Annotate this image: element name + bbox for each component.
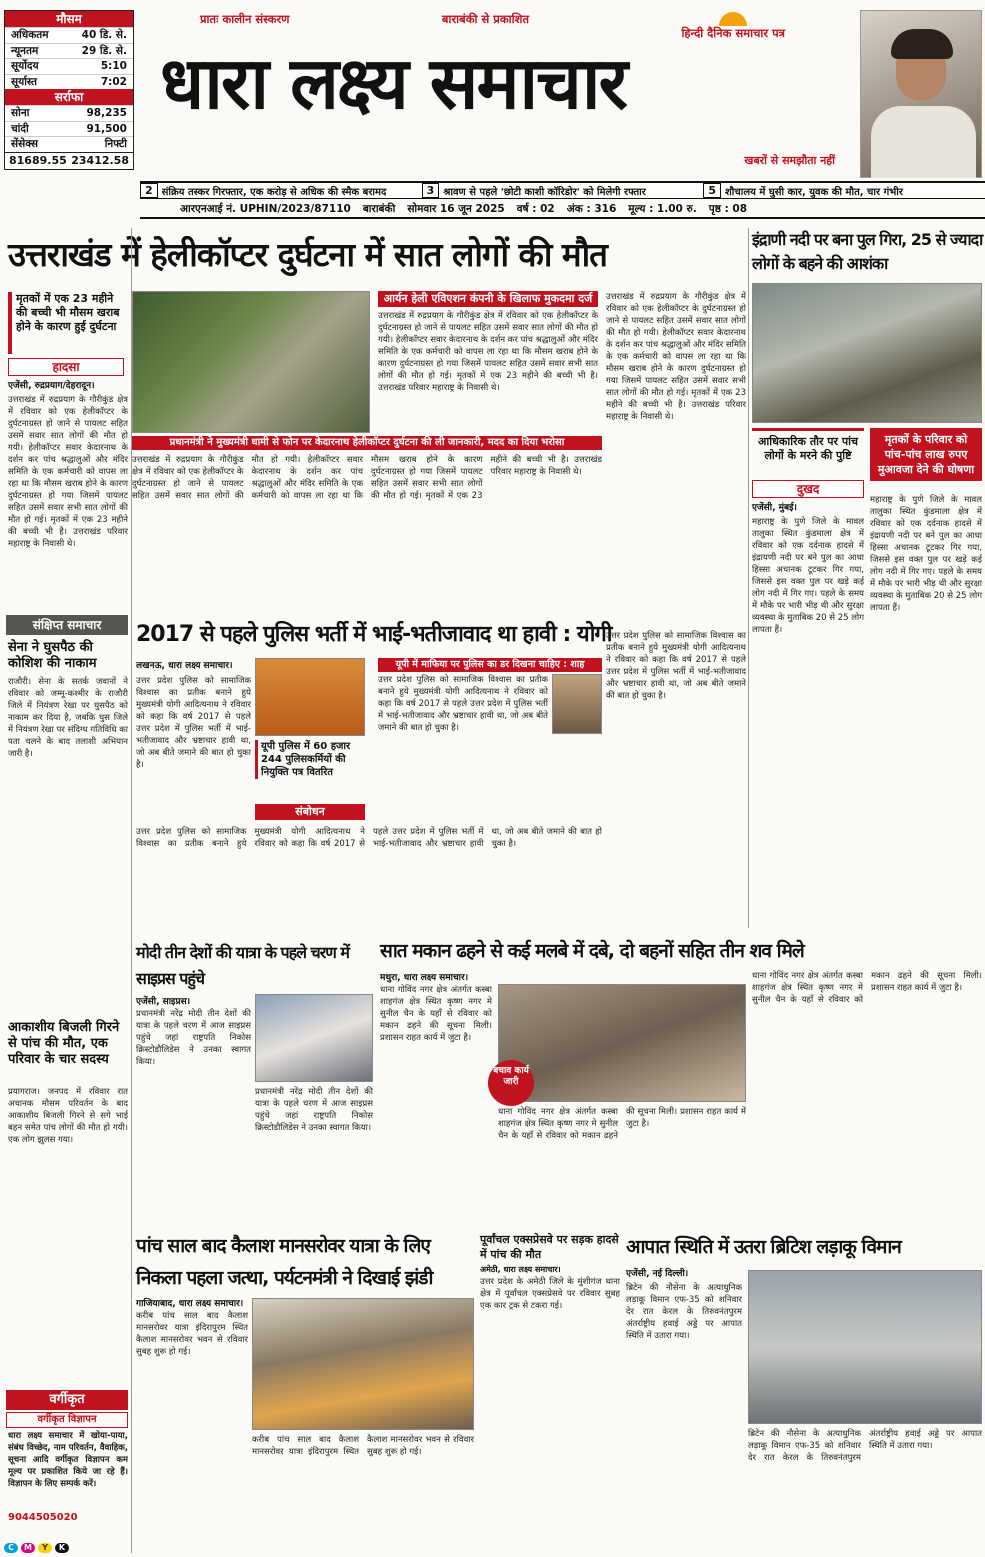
modi-photo — [255, 994, 373, 1082]
weather-head: मौसम — [5, 11, 133, 27]
lead-body-col3: उत्तराखंड में रुद्रप्रयाग के गौरीकुंड क्षेत्र में रविवार को एक हेलीकॉप्टर के दुर्घटनाग्रस्त हो जाने से पायलट सहित उसमें सवार सात लोगों की मौत हो गयी। हेलीकॉप्टर सवार केदारनाथ के दर्शन कर पांच श्रद्धालुओं और मंदिर समिति के एक कर्मचारी को वापस ला रहा था कि मौसम खराब होने के कारण दुर्घटनाग्रस्त हो गया जिसमें पायलट सहित उसमें सवार सभी सात लोगों की मौत हो गई। मृतकों में एक 23 महीने की बच्ची भी है। उत्तराखंड परिवार महाराष्ट्र के निवासी थे। — [606, 292, 746, 422]
kailash-dateline: गाजियाबाद, धारा लक्ष्य समाचार। — [136, 1299, 244, 1309]
masthead — [140, 8, 845, 178]
bridge-side-box: मृतकों के परिवार को पांच-पांच लाख रुपए मुआवजा देने की घोषणा — [870, 428, 982, 481]
slogan: खबरों से समझौता नहीं — [744, 154, 835, 167]
crash-photo — [132, 291, 370, 433]
issue-year: वर्ष : 02 — [516, 203, 555, 215]
jet-headline: आपात स्थिति में उतरा ब्रिटिश लड़ाकू विमान — [626, 1236, 901, 1258]
rescue-badge: बचाव कार्य जारी — [488, 1060, 534, 1106]
yogi-headline: 2017 से पहले पुलिस भर्ती में भाई-भतीजावाद था हावी : योगी — [136, 622, 612, 647]
lead-sub2: प्रधानमंत्री ने मुख्यमंत्री धामी से फोन पर केदारनाथ हेलीकॉप्टर दुर्घटना की ली जानकारी, मदद का दिया भरोसा — [132, 436, 602, 450]
brief-head: संक्षिप्त समाचार — [6, 615, 128, 635]
lead-label: हादसा — [8, 358, 124, 376]
cmyk-m: M — [21, 1543, 35, 1553]
yogi-sub: यूपी में माफिया पर पुलिस का डर दिखना चाहिए : शाह — [378, 658, 602, 672]
classified-sub: वर्गीकृत विज्ञापन — [6, 1412, 128, 1428]
modi-headline: मोदी तीन देशों की यात्रा के पहले चरण में साइप्रस पहुंचे — [136, 943, 349, 988]
lead-body-col4: उत्तराखंड में रुद्रप्रयाग के गौरीकुंड क्षेत्र में रविवार को एक हेलीकॉप्टर के दुर्घटनाग्रस्त हो जाने से पायलट सहित उसमें सवार सात लोगों की मौत हो गयी। हेलीकॉप्टर सवार केदारनाथ के दर्शन कर पांच श्रद्धालुओं और मंदिर समिति के एक कर्मचारी को वापस ला रहा था कि मौसम खराब होने के कारण दुर्घटनाग्रस्त हो गया जिसमें पायलट सहित उसमें सवार सभी सात लोगों की मौत हो गई। मृतकों में एक 23 महीने की बच्ची भी है। उत्तराखंड परिवार महाराष्ट्र के निवासी थे। — [132, 455, 602, 501]
rni-number: आरएनआई नं. UPHIN/2023/87110 — [180, 203, 351, 215]
published-label: बाराबंकी से प्रकाशित — [441, 12, 530, 26]
bridge-body-col2: महाराष्ट्र के पुणे जिले के मावल तालुका स्थित कुंडमाला क्षेत्र में रविवार को एक दर्दनाक हादसे में इंद्रायणी नदी पर बने पुल का आधा हिस्सा अचानक टूटकर गिर गया, जिससे इस वक्त पुल पर खड़े कई लोग नदी में गिर गए। पहले के समय में मौके पर भारी भीड़ थी और सुरक्षा व्यवस्था के मुताबिक 20 से 25 लोग लापता हैं। — [870, 495, 982, 613]
edition-label: प्रातः कालीन संस्करण — [200, 12, 290, 26]
lightning-headline: आकाशीय बिजली गिरने से पांच की मौत, एक परिवार के चार सदस्य — [8, 1020, 120, 1067]
market-labels: सेंसेक्स निफ्टी — [5, 136, 133, 152]
yogi-dateline: लखनऊ, धारा लक्ष्य समाचार। — [136, 661, 233, 671]
kailash-headline: पांच साल बाद कैलाश मानसरोवर यात्रा के लिए निकला पहला जत्था, पर्यटनमंत्री ने दिखाई झंडी — [136, 1235, 433, 1289]
teaser-link[interactable]: संक्रिय तस्कर गिरफ्तार, एक करोड़ से अधिक की स्मैक बरामद — [161, 186, 387, 198]
weather-row: सूर्योदय 5:10 — [5, 58, 133, 74]
lightning-body: प्रयागराज। जनपद में रविवार रात अचानक मौसम परिवर्तन के बाद आकाशीय बिजली गिरने से सगे भाई बहन समेत पांच लोगों की मौत हो गयी। एक लोग झुलस गया। — [8, 1087, 128, 1145]
sun-icon — [719, 12, 747, 26]
issue-date: सोमवार 16 जून 2025 — [407, 203, 505, 215]
lead-pull-quote: मृतकों में एक 23 महीने की बच्ची भी मौसम खराब होने के कारण हुई दुर्घटना — [8, 292, 124, 354]
classified-body: धारा लक्ष्य समाचार में खोया-पाया, संबंध विच्छेद, नाम परिवर्तन, वैवाहिक, सूचना आदि वर्गीकृत विज्ञापन कम मूल्य पर प्रकाशित किये जा रहे हैं। विज्ञापन के लिए सम्पर्क करें। — [8, 1431, 128, 1489]
modi-dateline: एजेंसी, साइप्रस। — [136, 997, 191, 1007]
weather-row: अधिकतम 40 डि. से. — [5, 27, 133, 43]
yogi-photo — [255, 658, 365, 736]
issue-city: बाराबंकी — [362, 203, 396, 215]
issue-line — [140, 201, 985, 219]
jet-photo — [748, 1270, 982, 1424]
weather-row: सूर्यास्त 7:02 — [5, 74, 133, 90]
paper-tag: हिन्दी दैनिक समाचार पत्र — [681, 26, 785, 40]
issue-pages: पृष्ठ : 08 — [708, 203, 748, 215]
modi-body-col2: प्रधानमंत्री नरेंद्र मोदी तीन देशों की यात्रा के पहले चरण में आज साइप्रस पहुंचे जहां राष्ट्रपति निकोस क्रिस्टोडौलिडेस ने उनका स्वागत किया। — [255, 1087, 373, 1133]
cmyk-marks — [4, 1543, 69, 1553]
issue-number: अंक : 316 — [566, 203, 617, 215]
cmyk-k: K — [55, 1543, 69, 1553]
lead-body: उत्तराखंड में रुद्रप्रयाग के गौरीकुंड क्षेत्र में रविवार को एक हेलीकॉप्टर के दुर्घटनाग्रस्त हो जाने से पायलट सहित उसमें सवार सात लोगों की मौत हो गयी। हेलीकॉप्टर सवार केदारनाथ के दर्शन कर पांच श्रद्धालुओं और मंदिर समिति के एक कर्मचारी को वापस ला रहा था कि मौसम खराब होने के कारण दुर्घटनाग्रस्त हो गया जिसमें पायलट सहित उसमें सवार सभी सात लोगों की मौत हो गई। मृतकों में एक 23 महीने की बच्ची भी है। उत्तराखंड परिवार महाराष्ट्र के निवासी थे। — [8, 395, 128, 549]
yogi-label: संबोधन — [255, 804, 365, 820]
yogi-body-col5: उत्तर प्रदेश पुलिस को सामाजिक विश्वास का प्रतीक बनाने हुये मुख्यमंत्री योगी आदित्यनाथ ने रविवार को कहा कि वर्ष 2017 से पहले उत्तर प्रदेश में पुलिस भर्ती में भाई-भतीजावाद और भ्रष्टाचार हावी था, जो अब बीते जमाने की बात हो चुका है। — [136, 827, 602, 849]
cmyk-y: Y — [38, 1543, 52, 1553]
army-body: राजौरी। सेना के सतर्क जवानों ने रविवार को जम्मू-कश्मीर के राजौरी जिले में नियंत्रण रेखा पर घुसपैठ को नाकाम कर दिया है, जबकि घुस जिले में नियंत्रण रेखा पर संदिग्ध गतिविधि का पता चलने के बाद तलाशी अभियान जारी है। — [8, 677, 128, 759]
paper-title: धारा लक्ष्य समाचार — [160, 41, 626, 125]
kailash-photo — [252, 1298, 474, 1430]
bridge-dateline: एजेंसी, मुंबई। — [752, 503, 797, 513]
amit-shah-photo — [552, 674, 602, 734]
expressway-dateline: अमेठी, धारा लक्ष्य समाचार। — [480, 1265, 561, 1274]
teaser-number: 5 — [703, 183, 721, 198]
weather-row: न्यूनतम 29 डि. से. — [5, 43, 133, 59]
bullion-row: सोना 98,235 — [5, 105, 133, 121]
bridge-photo — [752, 283, 982, 423]
bridge-headline: इंद्राणी नदी पर बना पुल गिरा, 25 से ज्यादा लोगों के बहने की आशंका — [752, 230, 983, 273]
yogi-body-col3: उत्तर प्रदेश पुलिस को सामाजिक विश्वास का प्रतीक बनाने हुये मुख्यमंत्री योगी आदित्यनाथ ने रविवार को कहा कि वर्ष 2017 से पहले उत्तर प्रदेश में पुलिस भर्ती में भाई-भतीजावाद और भ्रष्टाचार हावी था, जो अब बीते जमाने की बात हो चुका है। — [378, 675, 548, 733]
column-rule — [748, 228, 749, 928]
kailash-body: करीब पांच साल बाद कैलाश मानसरोवर यात्रा इंदिरापुरम स्थित कैलाश मानसरोवर भवन से रविवार सुबह शुरू हो गई। — [136, 1311, 248, 1357]
issue-price: मूल्य : 1.00 रु. — [628, 203, 697, 215]
lead-sub1: आर्यन हेली एविएशन कंपनी के खिलाफ मुकदमा दर्ज — [378, 291, 598, 307]
mathura-dateline: मथुरा, धारा लक्ष्य समाचार। — [380, 973, 469, 983]
yogi-body: उत्तर प्रदेश पुलिस को सामाजिक विश्वास का प्रतीक बनाने हुये मुख्यमंत्री योगी आदित्यनाथ ने रविवार को कहा कि वर्ष 2017 से पहले उत्तर प्रदेश में पुलिस भर्ती में भाई-भतीजावाद और भ्रष्टाचार हावी था, जो अब बीते जमाने की बात हो चुका है। — [136, 676, 251, 770]
teaser-strip — [140, 181, 985, 199]
classified-phone: 9044505020 — [8, 1512, 78, 1523]
weather-box — [4, 10, 134, 170]
teaser-link[interactable]: श्रावण से पहले 'छोटी काशी कॉरिडोर' को मिलेगी रफ्तार — [443, 186, 646, 198]
mathura-body-col2: धाना गोविंद नगर क्षेत्र अंतर्गत कस्बा शाहगंज क्षेत्र स्थित कृष्ण नगर मे सुनील चैन के यहाँ से रविवार को मकान ढहने की सूचना मिली। प्रशासन राहत कार्य में जुटा है। — [498, 1107, 746, 1141]
cmyk-c: C — [4, 1543, 18, 1553]
lead-dateline: एजेंसी, रुद्रप्रयाग/देहरादून। — [8, 381, 95, 391]
classified-head: वर्गीकृत — [6, 1390, 128, 1410]
mathura-body: धाना गोविंद नगर क्षेत्र अंतर्गत कस्बा शाहगंज क्षेत्र स्थित कृष्ण नगर मे सुनील चैन के यहाँ से रविवार को मकान ढहने की सूचना मिली। प्रशासन राहत कार्य में जुटा है। — [380, 985, 492, 1043]
kailash-body-col2: करीब पांच साल बाद कैलाश मानसरोवर यात्रा इंदिरापुरम स्थित कैलाश मानसरोवर भवन से रविवार सुबह शुरू हो गई। — [252, 1435, 474, 1457]
teaser-number: 2 — [140, 183, 158, 198]
lead-body-col2: उत्तराखंड में रुद्रप्रयाग के गौरीकुंड क्षेत्र में रविवार को एक हेलीकॉप्टर के दुर्घटनाग्रस्त हो जाने से पायलट सहित उसमें सवार सात लोगों की मौत हो गयी। हेलीकॉप्टर सवार केदारनाथ के दर्शन कर पांच श्रद्धालुओं और मंदिर समिति के एक कर्मचारी को वापस ला रहा था कि मौसम खराब होने के कारण दुर्घटनाग्रस्त हो गया जिसमें पायलट सहित उसमें सवार सभी सात लोगों की मौत हो गई। मृतकों में एक 23 महीने की बच्ची भी है। उत्तराखंड परिवार महाराष्ट्र के निवासी थे। — [378, 311, 598, 393]
army-headline: सेना ने घुसपैठ की कोशिश की नाकाम — [8, 640, 97, 671]
teaser-link[interactable]: शौचालय में घुसी कार, युवक की मौत, चार गंभीर — [725, 186, 903, 198]
jet-dateline: एजेंसी, नई दिल्ली। — [626, 1269, 689, 1279]
yogi-body-col4: उत्तर प्रदेश पुलिस को सामाजिक विश्वास का प्रतीक बनाने हुये मुख्यमंत्री योगी आदित्यनाथ ने रविवार को कहा कि वर्ष 2017 से पहले उत्तर प्रदेश में पुलिस भर्ती में भाई-भतीजावाद और भ्रष्टाचार हावी था, जो अब बीते जमाने की बात हो चुका है। — [606, 631, 746, 701]
bridge-body: महाराष्ट्र के पुणे जिले के मावल तालुका स्थित कुंडमाला क्षेत्र में रविवार को एक दर्दनाक हादसे में इंद्रायणी नदी पर बने पुल का आधा हिस्सा अचानक टूटकर गिर गया, जिससे इस वक्त पुल पर खड़े कई लोग नदी में गिर गए। पहले के समय में मौके पर भारी भीड़ थी और सुरक्षा व्यवस्था के मुताबिक 20 से 25 लोग लापता हैं। — [752, 517, 864, 635]
teaser-number: 3 — [422, 183, 440, 198]
bridge-pull-quote: आधिकारिक तौर पर पांच लोगों के मरने की पुष्टि — [752, 428, 864, 463]
bridge-label: दुखद — [752, 480, 864, 498]
bullion-head: सर्राफा — [5, 89, 133, 105]
ad-photo — [860, 10, 982, 178]
mathura-photo — [498, 984, 746, 1102]
mathura-body-col3: धाना गोविंद नगर क्षेत्र अंतर्गत कस्बा शाहगंज क्षेत्र स्थित कृष्ण नगर मे सुनील चैन के यहाँ से रविवार को मकान ढहने की सूचना मिली। प्रशासन राहत कार्य में जुटा है। — [752, 971, 982, 1005]
expressway-body: उत्तर प्रदेश के अमेठी जिले के मुंशीगंज थाना क्षेत्र में पूर्वांचल एक्सप्रेसवे पर रविवार सुबह एक कार ट्रक से टकरा गई। — [480, 1277, 620, 1311]
jet-body: ब्रिटेन की नौसेना के अत्याधुनिक लड़ाकू विमान एफ-35 को शनिवार देर रात केरल के तिरुवनंतपुरम अंतर्राष्ट्रीय हवाई अड्डे पर आपात स्थिति में उतारा गया। — [626, 1283, 742, 1341]
column-rule — [131, 228, 132, 1553]
yogi-box: यूपी पुलिस में 60 हजार 244 पुलिसकर्मियों की नियुक्ति पत्र वितरित — [255, 740, 365, 779]
modi-body: प्रधानमंत्री नरेंद्र मोदी तीन देशों की यात्रा के पहले चरण में आज साइप्रस पहुंचे जहां राष्ट्रपति निकोस क्रिस्टोडौलिडेस ने उनका स्वागत किया। — [136, 1009, 251, 1067]
market-values: 81689.55 23412.58 — [5, 152, 133, 169]
lead-headline: उत्तराखंड में हेलीकॉप्टर दुर्घटना में सात लोगों की मौत — [8, 235, 607, 274]
bullion-row: चांदी 91,500 — [5, 121, 133, 137]
mathura-headline: सात मकान ढहने से कई मलबे में दबे, दो बहनों सहित तीन शव मिले — [380, 940, 804, 962]
jet-body-col2: ब्रिटेन की नौसेना के अत्याधुनिक लड़ाकू विमान एफ-35 को शनिवार देर रात केरल के तिरुवनंतपुरम अंतर्राष्ट्रीय हवाई अड्डे पर आपात स्थिति में उतारा गया। — [748, 1429, 982, 1463]
expressway-headline: पूर्वांचल एक्सप्रेसवे पर सड़क हादसे में पांच की मौत — [480, 1233, 619, 1261]
